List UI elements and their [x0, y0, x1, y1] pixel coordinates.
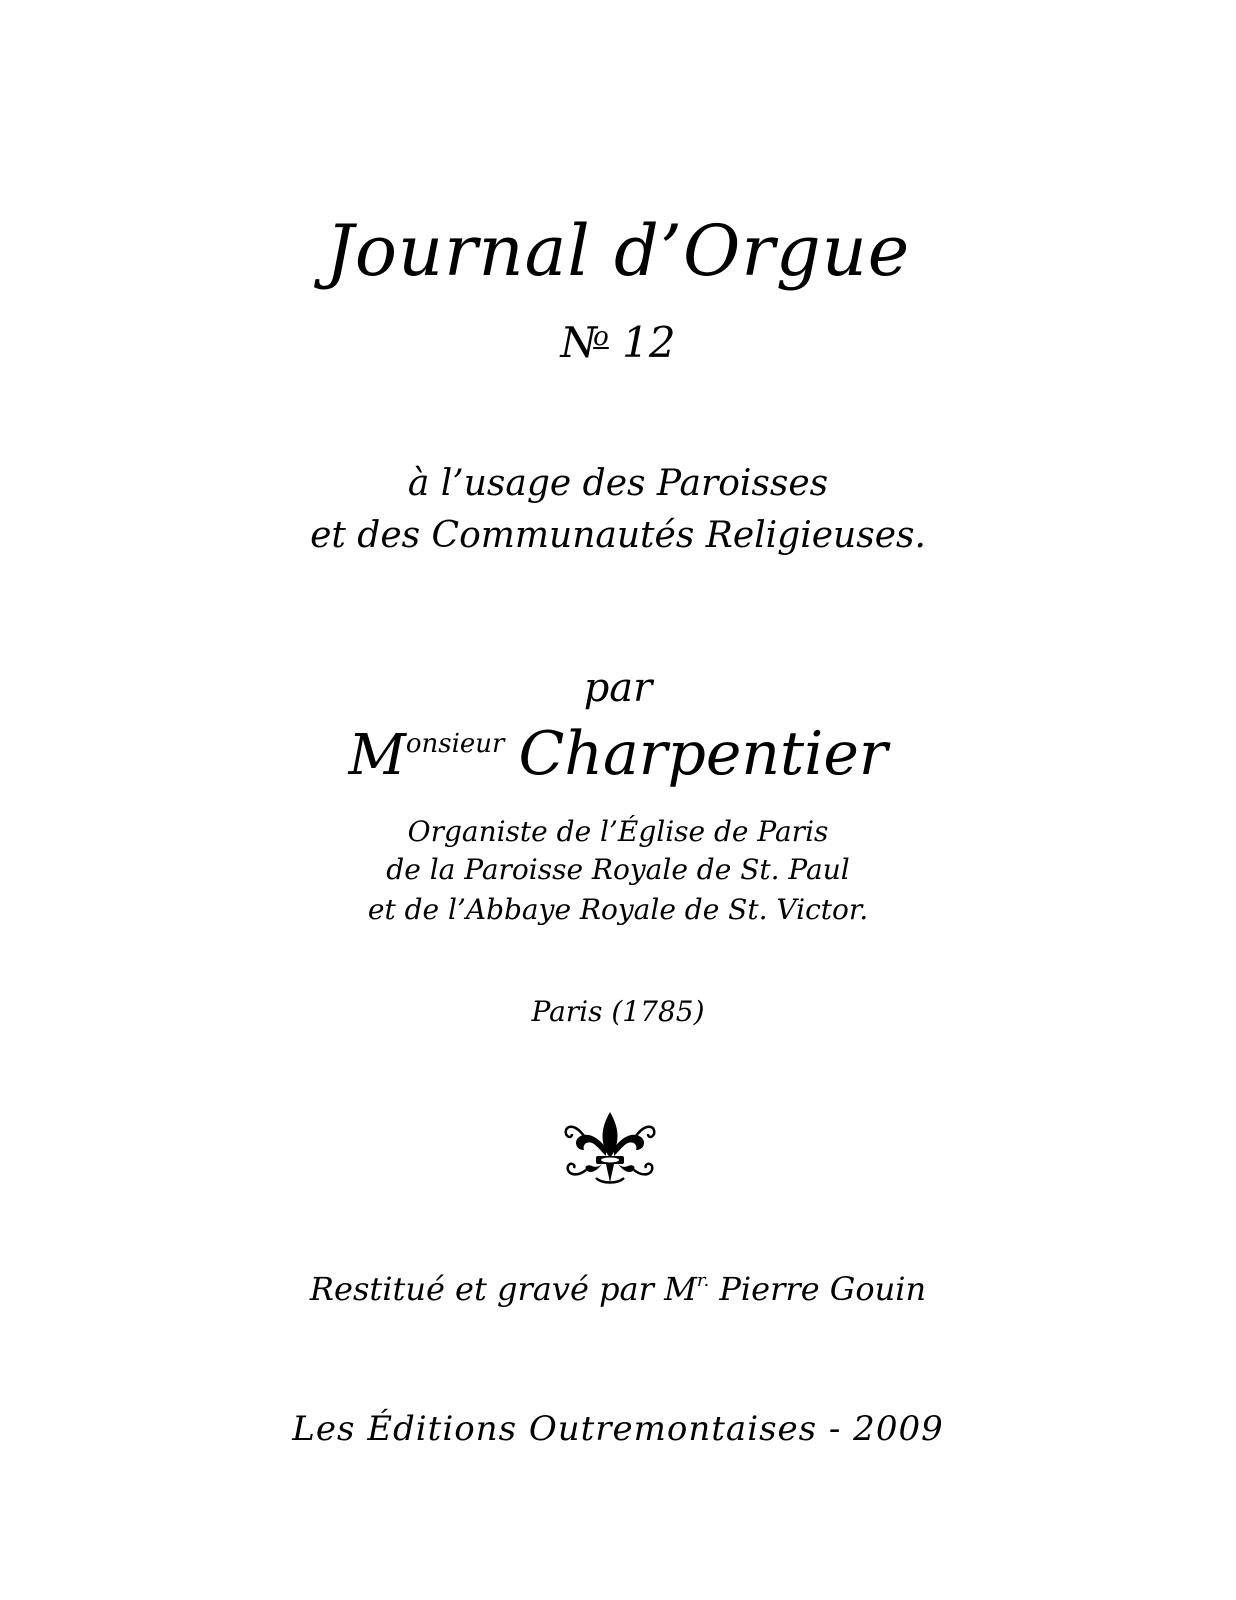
publisher-line: Les Éditions Outremontaises - 2009 [292, 1409, 944, 1449]
position-line-2: de la Paroisse Royale de St. Paul [386, 853, 850, 886]
number-value: 12 [622, 318, 676, 367]
author-name [0, 719, 1236, 789]
number-prefix-sup: o [593, 322, 609, 352]
usage-line-1: à l’usage des Paroisses [407, 463, 829, 504]
position-line-3: et de l’Abbaye Royale de St. Victor. [367, 893, 869, 926]
by-label: par [583, 665, 653, 711]
composer-name: Charpentier [518, 719, 888, 789]
page-title: Journal d’Orgue [325, 210, 911, 292]
engraver-name: Pierre Gouin [719, 1270, 927, 1308]
engraving-credit [0, 1270, 1236, 1308]
credit-prefix: Restitué et gravé par M [309, 1270, 697, 1308]
credit-sup: r. [696, 1270, 710, 1291]
place-date: Paris (1785) [531, 995, 705, 1028]
honorific-rest: onsieur [405, 729, 505, 759]
number-prefix: N [560, 318, 598, 367]
position-line-1: Organiste de l’Église de Paris [407, 815, 829, 848]
honorific-initial: M [348, 723, 406, 788]
fleur-de-lis-ornament-icon [560, 1108, 660, 1188]
journal-number [0, 318, 1236, 367]
usage-line-2: et des Communautés Religieuses. [310, 515, 926, 556]
